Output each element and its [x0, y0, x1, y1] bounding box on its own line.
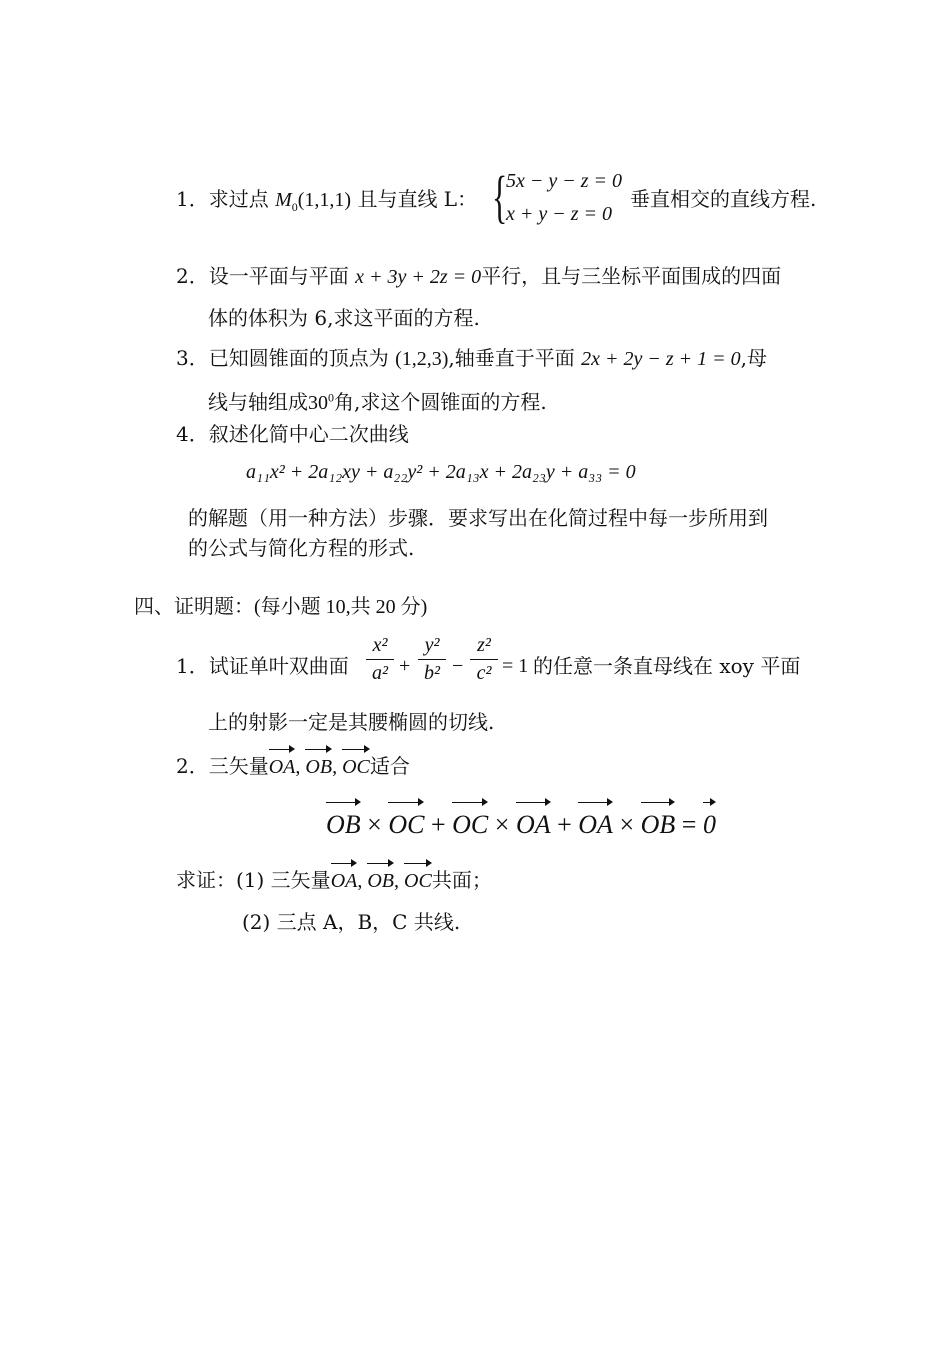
problem-text: 适合: [369, 754, 410, 778]
angle-value: $30^0$: [308, 390, 334, 414]
problem-number: 3．: [176, 346, 209, 370]
problem-3-2: [176, 262, 781, 291]
vector-ob: OB: [305, 753, 332, 781]
problem-3-4: [176, 420, 409, 448]
section-note: (每小题 10,共 20 分): [254, 596, 428, 618]
problem-number: 1．: [176, 187, 209, 211]
line-equation-1: 5x − y − z = 0: [506, 170, 623, 192]
plus-sign: +: [399, 655, 411, 677]
problem-text: 求证：(1) 三矢量: [176, 868, 331, 892]
problem-3-3: [176, 344, 767, 373]
vector-identity: OB × OC + OC × OA + OA × OB = 0: [326, 808, 716, 842]
problem-text: 体的体积为 6,求这平面的方程.: [208, 306, 480, 330]
problem-text: 叙述化简中心二次曲线: [208, 422, 409, 446]
problem-text: 试证单叶双曲面: [208, 654, 349, 678]
problem-text: 垂直相交的直线方程.: [630, 187, 817, 211]
prove-part-2: (2) 三点 A，B，C 共线.: [242, 910, 461, 934]
problem-text: 设一平面与平面: [208, 264, 349, 288]
quadratic-curve-equation: a₁₁x² + 2a₁₂xy + a₂₂y² + 2a₁₃x + 2a₂₃y + a₃₃ = 0: [246, 461, 636, 483]
equation-rhs: = 1: [502, 655, 529, 677]
plane-equation: x + 3y + 2z = 0: [355, 266, 482, 288]
minus-sign: −: [452, 655, 464, 677]
problem-text: 的公式与简化方程的形式.: [188, 536, 415, 560]
fraction-z: z² c²: [470, 634, 498, 685]
problem-text: 共面；: [431, 868, 492, 892]
problem-text: 的任意一条直母线在 xoy 平面: [533, 654, 801, 678]
fraction-x: x² a²: [366, 634, 394, 685]
vector-oc: OC: [342, 753, 370, 781]
problem-number: 1．: [176, 654, 209, 678]
problem-number: 4．: [176, 422, 209, 446]
section-heading: [134, 592, 427, 621]
problem-text: 角,求这个圆锥面的方程.: [334, 390, 547, 414]
problem-text: ,轴垂直于平面: [448, 346, 575, 370]
section-title: 四、证明题：: [134, 594, 254, 618]
problem-3-1: [176, 185, 477, 214]
problem-text: 平行，且与三坐标平面围成的四面: [481, 264, 782, 288]
problem-text: 已知圆锥面的顶点为: [208, 346, 389, 370]
problem-text: 求过点: [208, 187, 269, 211]
system-brace: {: [492, 164, 508, 229]
line-equation-2: x + y − z = 0: [506, 203, 613, 225]
problem-text: 的解题（用一种方法）步骤．要求写出在化简过程中每一步所用到: [188, 506, 768, 530]
problem-text: 三矢量: [208, 754, 269, 778]
vector-oa: OA: [269, 753, 296, 781]
problem-text: ,母: [740, 346, 768, 370]
zero-vector: 0: [703, 808, 716, 842]
vertex-coords: (1,2,3): [395, 348, 449, 370]
proof-2: 2．三矢量OA, OB, OC适合: [176, 752, 410, 781]
problem-text: 上的射影一定是其腰椭圆的切线.: [208, 710, 495, 734]
proof-1: [176, 652, 349, 680]
plane-equation: 2x + 2y − z + 1 = 0: [581, 348, 741, 370]
problem-number: 2．: [176, 264, 209, 288]
point-coords: (1,1,1): [297, 189, 352, 211]
problem-text: 线与轴组成: [208, 390, 308, 414]
fraction-y: y² b²: [418, 634, 446, 685]
point-symbol: $M_0$: [275, 189, 298, 214]
problem-number: 2．: [176, 754, 209, 778]
problem-text: 且与直线 L：: [357, 187, 478, 211]
problem-3-3-line2: [208, 388, 547, 417]
prove-part-1: 求证：(1) 三矢量OA, OB, OC共面；: [176, 866, 492, 895]
